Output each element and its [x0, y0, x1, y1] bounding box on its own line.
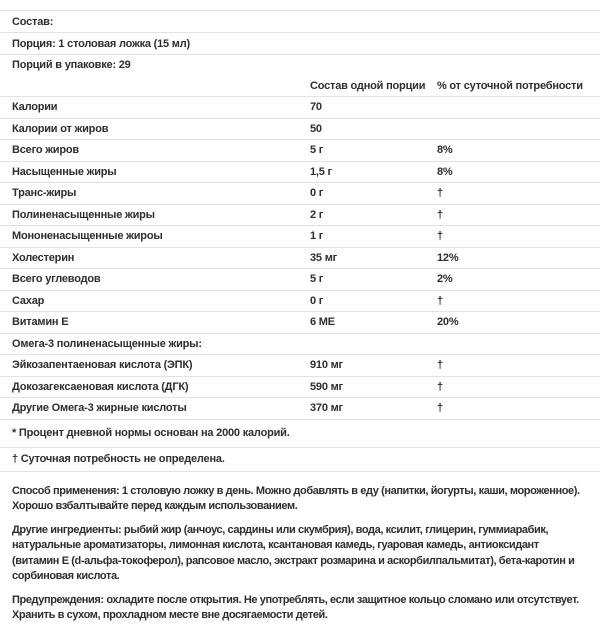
nutrient-label: Всего жиров: [12, 144, 79, 157]
nutrient-amount: 0 г: [310, 187, 324, 200]
nutrient-row-total-fat: [0, 140, 600, 162]
nutrient-daily-value: 8%: [437, 144, 453, 157]
footnote-daily-value-basis: * Процент дневной нормы основан на 2000 калорий.: [12, 427, 290, 439]
nutrient-daily-value: †: [437, 294, 443, 307]
serving-size-row: [0, 33, 600, 55]
nutrient-label: Другие Омега-3 жирные кислоты: [12, 402, 187, 415]
composition-title: Состав:: [12, 15, 54, 28]
nutrient-daily-value: †: [437, 380, 443, 393]
serving-size-text: Порция: 1 столовая ложка (15 мл): [12, 37, 190, 50]
nutrient-amount: 1,5 г: [310, 165, 332, 178]
nutrient-daily-value: †: [437, 187, 443, 200]
nutrient-row-monounsaturated-fat: [0, 226, 600, 248]
nutrient-amount: 5 г: [310, 273, 324, 286]
nutrient-amount: 2 г: [310, 208, 324, 221]
servings-per-container-text: Порций в упаковке: 29: [12, 59, 131, 71]
nutrient-label: Калории: [12, 101, 58, 114]
nutrient-label: Эйкозапентаеновая кислота (ЭПК): [12, 359, 193, 372]
nutrient-amount: 0 г: [310, 294, 324, 307]
nutrient-daily-value: †: [437, 230, 443, 243]
warnings-paragraph: Предупреждения: охладите после открытия. Не употреблять, если защитное кольцо сломано или отсутствует. Хранить в сухом, прохладном месте вне досягаемости детей.: [12, 593, 579, 621]
nutrient-amount: 6 МЕ: [310, 316, 335, 329]
nutrient-daily-value: 8%: [437, 165, 453, 178]
nutrient-label: Насыщенные жиры: [12, 165, 117, 178]
footnote-dagger: † Суточная потребность не определена.: [12, 453, 225, 465]
product-text-section: [0, 472, 600, 624]
section-row-omega3: [0, 334, 600, 356]
nutrient-row-total-carbs: [0, 269, 600, 291]
nutrient-label: Мононенасыщенные жироы: [12, 230, 163, 243]
other-ingredients-paragraph: Другие ингредиенты: рыбий жир (анчоус, сардины или скумбрия), вода, ксилит, глицерин, гуммиарабик, натуральные ароматизаторы, лимонная кислота, ксантановая камедь, гуаровая камедь, антиоксидант (витамин E (d-альфа-токоферол), рапсовое масло, экстракт розмарина и аскорбилпальмитат), бета-каротин и сорбиновая кислота.: [12, 523, 575, 582]
nutrient-label: Докозагексаеновая кислота (ДГК): [12, 380, 189, 393]
servings-per-container-row: [0, 55, 600, 75]
nutrient-daily-value: †: [437, 359, 443, 372]
nutrient-amount: 1 г: [310, 230, 324, 243]
table-header-row: [0, 75, 600, 97]
nutrient-label: Витамин E: [12, 316, 69, 329]
nutrient-amount: 70: [310, 101, 322, 114]
nutrient-label: Сахар: [12, 294, 45, 307]
nutrient-row-polyunsaturated-fat: [0, 205, 600, 227]
nutrient-row-trans-fat: [0, 183, 600, 205]
nutrient-label: Калории от жиров: [12, 122, 109, 135]
nutrient-amount: 590 мг: [310, 380, 343, 393]
nutrient-amount: 370 мг: [310, 402, 343, 415]
nutrient-amount: 35 мг: [310, 251, 338, 264]
nutrient-label: Транс-жиры: [12, 187, 77, 200]
nutrient-label: Всего углеводов: [12, 273, 101, 286]
nutrient-row-calories-from-fat: [0, 119, 600, 141]
nutrient-daily-value: †: [437, 402, 443, 415]
nutrient-row-dha: [0, 377, 600, 399]
nutrient-amount: 910 мг: [310, 359, 343, 372]
nutrient-daily-value: 12%: [437, 251, 459, 264]
footnote-dagger-row: [0, 448, 600, 472]
nutrient-amount: 50: [310, 122, 322, 135]
nutrient-row-sugar: [0, 291, 600, 313]
nutrient-daily-value: 2%: [437, 273, 453, 286]
footnote-daily-value-basis-row: [0, 420, 600, 448]
nutrient-row-cholesterol: [0, 248, 600, 270]
nutrient-daily-value: 20%: [437, 316, 459, 329]
nutrient-row-calories: [0, 97, 600, 119]
directions-paragraph: Способ применения: 1 столовую ложку в день. Можно добавлять в еду (напитки, йогурты, каши, мороженное). Хорошо взбалтывайте перед каждым использованием.: [12, 484, 580, 512]
supplement-facts-table: [0, 10, 600, 472]
composition-title-row: [0, 11, 600, 33]
nutrient-label: Холестерин: [12, 251, 75, 264]
nutrient-row-saturated-fat: [0, 162, 600, 184]
section-label: Омега-3 полиненасыщенные жиры:: [12, 337, 202, 350]
nutrient-row-other-omega3: [0, 398, 600, 420]
nutrient-daily-value: †: [437, 208, 443, 221]
nutrient-label: Полиненасыщенные жиры: [12, 208, 155, 221]
column-header-daily-value: % от суточной потребности: [437, 79, 583, 92]
nutrient-row-vitamin-e: [0, 312, 600, 334]
nutrient-amount: 5 г: [310, 144, 324, 157]
column-header-amount: Состав одной порции: [310, 79, 426, 92]
nutrient-row-epa: [0, 355, 600, 377]
